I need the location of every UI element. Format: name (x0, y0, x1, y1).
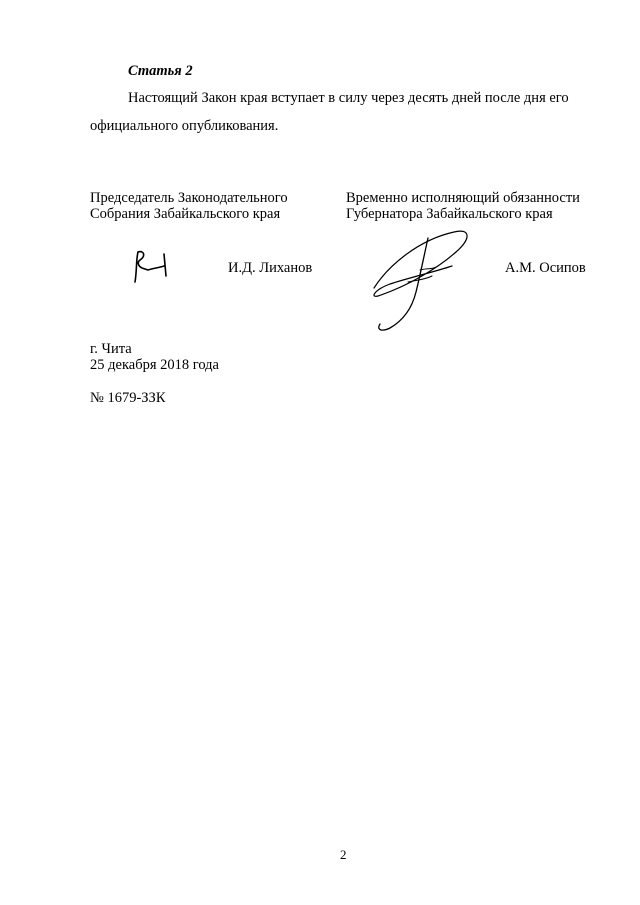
law-number: № 1679-ЗЗК (90, 390, 166, 406)
page-number: 2 (340, 847, 347, 862)
article-paragraph-line-2: официального опубликования. (90, 118, 279, 134)
left-signature-icon (128, 246, 176, 288)
right-signature-icon (368, 226, 478, 336)
place-of-signing: г. Чита (90, 341, 132, 357)
right-signatory-name: А.М. Осипов (505, 260, 586, 276)
date-of-signing: 25 декабря 2018 года (90, 357, 219, 373)
article-paragraph-line-1: Настоящий Закон края вступает в силу через десять дней после дня его (128, 90, 569, 106)
left-signatory-name: И.Д. Лиханов (228, 260, 313, 276)
left-signatory-title-line-2: Собрания Забайкальского края (90, 206, 281, 222)
right-signatory-title-line-2: Губернатора Забайкальского края (346, 206, 553, 222)
right-signatory-title-line-1: Временно исполняющий обязанности (346, 190, 580, 206)
left-signatory-title-line-1: Председатель Законодательного (90, 190, 288, 206)
article-heading: Статья 2 (128, 63, 193, 79)
